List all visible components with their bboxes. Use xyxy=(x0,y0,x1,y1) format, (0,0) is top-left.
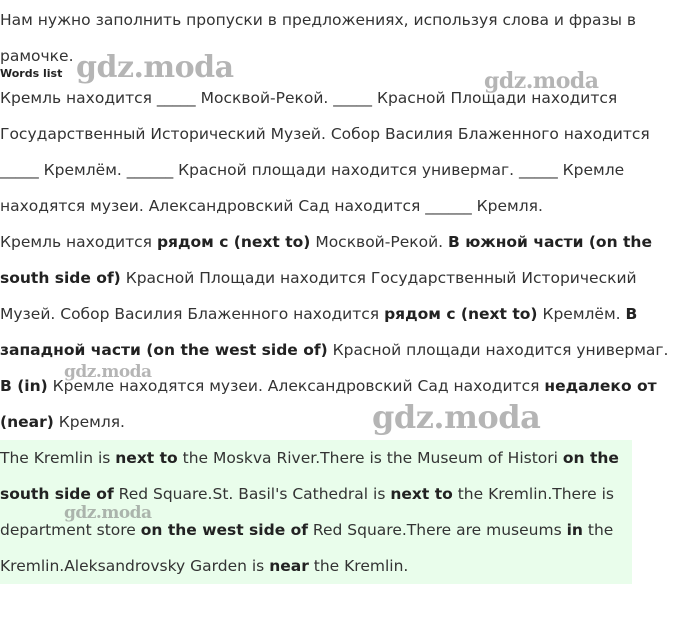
ru-answer-highlight: В южной части (on the south side of) xyxy=(0,233,652,287)
en-answer-highlight: on the west side of xyxy=(140,521,308,539)
en-answer-text: the Kremlin. xyxy=(308,557,409,575)
english-answer-box xyxy=(0,440,632,584)
en-answer-text: Red Square.St. Basil's Cathedral is xyxy=(113,485,391,503)
ru-answer-highlight: рядом с (next to) xyxy=(384,305,538,323)
ru-answer-text: Москвой-Рекой. xyxy=(310,233,448,251)
ru-answer-text: Кремле находятся музеи. Александровский Сад находится xyxy=(47,377,545,395)
ru-answer-highlight: В (in) xyxy=(0,377,48,395)
ru-answer-highlight: рядом с (next to) xyxy=(156,233,311,251)
watermark: gdz.moda xyxy=(484,68,599,94)
russian-answer xyxy=(0,224,680,440)
ru-answer-highlight: В западной части (on the west side of) xyxy=(0,305,638,359)
en-answer-highlight: in xyxy=(566,521,583,539)
watermark: gdz.moda xyxy=(76,50,234,85)
ru-answer-text: Красной площади находится универмаг. xyxy=(327,341,669,359)
en-answer-highlight: next to xyxy=(115,449,178,467)
watermark: gdz.moda xyxy=(372,398,541,436)
english-answer xyxy=(0,440,632,584)
ru-answer-text: Кремль находится xyxy=(0,233,157,251)
ru-answer-text: Кремлём. xyxy=(537,305,626,323)
en-answer-highlight: near xyxy=(269,557,309,575)
en-answer-text: the Moskva River.There is the Museum of Histori xyxy=(177,449,563,467)
ru-answer-text: Кремля. xyxy=(53,413,125,431)
en-answer-text: Red Square.There are museums xyxy=(308,521,567,539)
watermark: gdz.moda xyxy=(64,503,152,523)
en-answer-text: the Kremlin.Aleksandrovsky Garden is xyxy=(0,521,614,575)
watermark: gdz.moda xyxy=(64,362,152,382)
en-answer-highlight: next to xyxy=(390,485,453,503)
ru-answer-highlight: недалеко от (near) xyxy=(0,377,657,431)
exercise-text: Кремль находится _____ Москвой-Рекой. _____ Красной Площади находится Государственный Исторический Музей. Собор Василия Блаженного находится _____ Кремлём. ______ Красной площади находится универмаг. _____ Кремле находятся музеи. Александровский Сад находится ______ Кремля. xyxy=(0,89,650,215)
ru-answer-text: Красной Площади находится Государственный Исторический Музей. Собор Василия Блаженного находится xyxy=(0,269,637,323)
task-intro: Нам нужно заполнить пропуски в предложениях, используя слова и фразы в рамочке. xyxy=(0,11,637,65)
en-answer-text: the Kremlin.There is department store xyxy=(0,485,614,539)
clipped-heading: Words list xyxy=(0,68,63,80)
en-answer-text: The Kremlin is xyxy=(0,449,116,467)
en-answer-highlight: on the south side of xyxy=(0,449,619,503)
